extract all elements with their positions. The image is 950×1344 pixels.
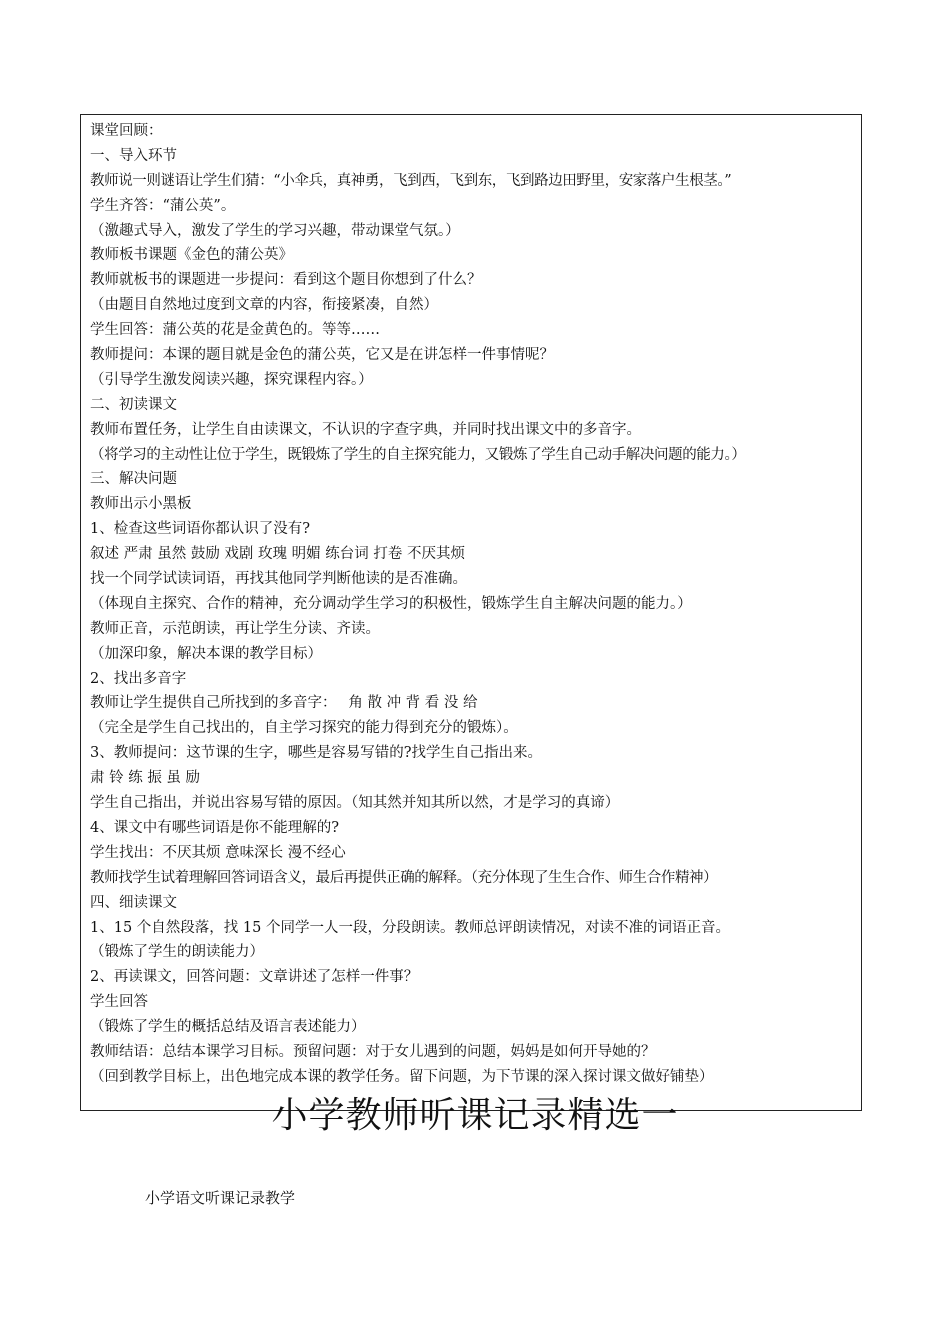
section-heading: 三、解决问题 xyxy=(90,471,177,488)
text-line: 1、检查这些词语你都认识了没有? xyxy=(90,521,310,538)
comment-line: （将学习的主动性让位于学生，既锻炼了学生的自主探究能力，又锻炼了学生自己动手解决问题的能力。） xyxy=(90,446,746,463)
text-line: 教师布置任务，让学生自由读课文，不认识的字查字典，并同时找出课文中的多音字。 xyxy=(90,421,641,438)
comment-line: （完全是学生自己找出的，自主学习探究的能力得到充分的锻炼）。 xyxy=(90,720,518,737)
text-line: 教师就板书的课题进一步提问：看到这个题目你想到了什么？ xyxy=(90,272,482,289)
text-line: 教师找学生试着理解回答词语含义，最后再提供正确的解释。（充分体现了生生合作、师生合作精神） xyxy=(90,869,718,886)
text-line: 2、再读课文，回答问题：文章讲述了怎样一件事？ xyxy=(90,969,419,986)
section-heading: 一、导入环节 xyxy=(90,147,177,164)
text-line: 2、找出多音字 xyxy=(90,670,187,687)
section-heading: 二、初读课文 xyxy=(90,396,177,413)
text-line: 学生找出：不厌其烦 意味深长 漫不经心 xyxy=(90,844,346,861)
comment-line: （锻炼了学生的朗读能力） xyxy=(90,944,264,961)
vocabulary-line: 肃 铃 练 振 虽 励 xyxy=(90,770,201,787)
text-line: 学生自己指出，并说出容易写错的原因。（知其然并知其所以然，才是学习的真谛） xyxy=(90,795,620,812)
text-line: 学生回答：蒲公英的花是金黄色的。等等…… xyxy=(90,322,380,339)
comment-line: （体现自主探究、合作的精神，充分调动学生学习的积极性，锻炼学生自主解决问题的能力。） xyxy=(90,595,692,612)
text-line: 1、15 个自然段落，找 15 个同学一人一段，分段朗读。教师总评朗读情况，对读不准的词语正音。 xyxy=(90,919,730,936)
comment-line: （回到教学目标上，出色地完成本课的教学任务。留下问题，为下节课的深入探讨课文做好铺垫） xyxy=(90,1068,714,1085)
text-line: 教师说一则谜语让学生们猜：“小伞兵，真神勇，飞到西，飞到东，飞到路边田野里，安家落户生根茎。” xyxy=(90,172,732,189)
text-line: 教师提问：本课的题目就是金色的蒲公英，它又是在讲怎样一件事情呢？ xyxy=(90,347,554,364)
document-subtitle: 小学语文听课记录教学 xyxy=(145,1189,296,1207)
text-line: 教师让学生提供自己所找到的多音字： 角 散 冲 背 看 没 给 xyxy=(90,695,478,712)
comment-line: （引导学生激发阅读兴趣，探究课程内容。） xyxy=(90,371,373,388)
text-line: 教师结语：总结本课学习目标。预留问题：对于女儿遇到的问题，妈妈是如何开导她的？ xyxy=(90,1043,656,1060)
comment-line: （由题目自然地过度到文章的内容，衔接紧凑，自然） xyxy=(90,297,438,314)
comment-line: （激趣式导入，激发了学生的学习兴趣，带动课堂气氛。） xyxy=(90,222,460,239)
text-line: 教师板书课题《金色的蒲公英》 xyxy=(90,247,293,264)
text-line: 教师正音，示范朗读，再让学生分读、齐读。 xyxy=(90,620,380,637)
text-line: 找一个同学试读词语，再找其他同学判断他读的是否准确。 xyxy=(90,571,467,588)
class-review-box xyxy=(80,114,862,1111)
text-line: 3、教师提问：这节课的生字，哪些是容易写错的?找学生自己指出来。 xyxy=(90,745,542,762)
text-line: 教师出示小黑板 xyxy=(90,496,192,513)
text-line: 课堂回顾： xyxy=(90,123,163,139)
comment-line: （锻炼了学生的概括总结及语言表述能力） xyxy=(90,1019,366,1036)
text-line: 学生回答 xyxy=(90,994,148,1011)
comment-line: （加深印象，解决本课的教学目标） xyxy=(90,645,322,662)
section-heading: 四、细读课文 xyxy=(90,894,177,911)
text-line: 4、课文中有哪些词语是你不能理解的? xyxy=(90,819,339,836)
text-line: 学生齐答：“蒲公英”。 xyxy=(90,197,236,214)
vocabulary-line: 叙述 严肃 虽然 鼓励 戏剧 玫瑰 明媚 练台词 打卷 不厌其烦 xyxy=(90,546,465,563)
document-title: 小学教师听课记录精选一 xyxy=(271,1095,679,1136)
